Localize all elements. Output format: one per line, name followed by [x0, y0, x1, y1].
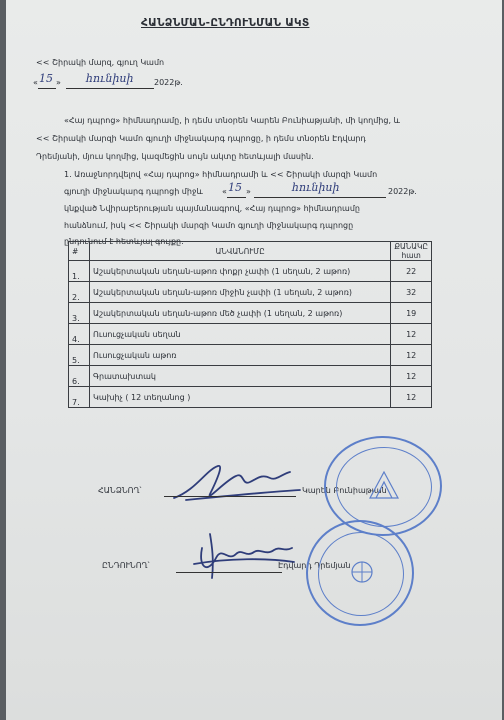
row-name: Աշակերտական սեղան-աթոռ մեծ չափի (1 սեղան, 2 աթոռ): [90, 303, 391, 324]
row-num: 6.: [69, 366, 90, 387]
giver-signature: [166, 460, 306, 510]
clause-date-year: 2022թ.: [388, 187, 417, 196]
date-day: 15: [39, 72, 53, 85]
clause-month-underline: [254, 197, 386, 198]
clause-date-open-quote: «: [222, 187, 227, 196]
row-qty: 19: [391, 303, 432, 324]
items-table: [68, 241, 432, 408]
row-qty: 22: [391, 261, 432, 282]
giver-name: Կարեն Բունիաթյան: [302, 486, 387, 495]
receiver-sign-line: [176, 572, 282, 573]
header-name: ԱՆՎԱՆՈՒՄԸ: [90, 242, 391, 261]
row-qty: 12: [391, 345, 432, 366]
clause-date-day: 15: [228, 181, 242, 194]
row-name: Աշակերտական սեղան-աթոռ միջին չափի (1 սեղան, 2 աթոռ): [90, 282, 391, 303]
header-qty: [391, 242, 432, 261]
giver-sign-line: [164, 496, 296, 497]
header-qty-unit: հատ: [401, 251, 421, 260]
row-name: Ուսուցչական աթոռ: [90, 345, 391, 366]
intro-line-2: << Շիրակի մարզի Կամո գյուղի միջնակարգ դպրոցը, ի դեմս տնօրեն Էդվարդ: [36, 134, 366, 143]
receiver-name: Էդվարդ Դրեմյան: [278, 561, 351, 570]
giver-stamp: [324, 436, 442, 536]
clause-line-2-prefix: գյուղի միջնակարգ դպրոցի միջև: [64, 187, 203, 196]
intro-line-1: «Հայ դպրոց» հիմնադրամը, ի դեմս տնօրեն Կարեն Բունիաթյանի, մի կողմից, և: [64, 116, 401, 125]
giver-stamp-emblem: [366, 468, 402, 504]
table-row: [69, 261, 432, 282]
clause-line-5: ընդունում է հետևյալ գույքը.: [64, 237, 184, 246]
receiver-signature: [188, 528, 298, 584]
table-row: [69, 345, 432, 366]
clause-date-close-quote: »: [246, 187, 251, 196]
date-month-underline: [66, 88, 154, 89]
row-qty: 12: [391, 387, 432, 408]
date-close-quote: »: [56, 78, 61, 87]
table-row: [69, 282, 432, 303]
intro-line-3: Դրեմյանի, մյուս կողմից, կազմեցին սույն ակտը հետևյալի մասին.: [36, 152, 314, 161]
row-num: 1.: [69, 261, 90, 282]
row-num: 5.: [69, 345, 90, 366]
row-num: 3.: [69, 303, 90, 324]
receiver-stamp: [306, 520, 414, 626]
clause-line-1: 1. Առաջնորդվելով «Հայ դպրոց» հիմնադրամի և << Շիրակի մարզի Կամո: [64, 170, 378, 179]
clause-date-month: հունիսի: [292, 181, 340, 194]
clause-line-4: հանձնում, իսկ << Շիրակի մարզի Կամո գյուղի միջնակարգ դպրոցը: [64, 221, 354, 230]
row-name: Ուսուցչական սեղան: [90, 324, 391, 345]
header-num: #: [69, 242, 90, 261]
table-row: [69, 366, 432, 387]
receiver-label: ԸՆԴՈՒՆՈՂ՝: [102, 561, 150, 570]
row-name: Կախիչ ( 12 տեղանոց ): [90, 387, 391, 408]
row-name: Գրատախտակ: [90, 366, 391, 387]
date-year: 2022թ.: [154, 78, 183, 87]
row-qty: 12: [391, 324, 432, 345]
date-open-quote: «: [33, 78, 38, 87]
header-qty-label: ՔԱՆԱԿԸ: [394, 242, 428, 251]
date-day-underline: [38, 88, 56, 89]
row-qty: 32: [391, 282, 432, 303]
place-line: << Շիրակի մարզ, գյուղ Կամո: [36, 58, 165, 67]
clause-day-underline: [227, 197, 246, 198]
row-qty: 12: [391, 366, 432, 387]
table-row: [69, 303, 432, 324]
table-row: [69, 387, 432, 408]
table-row: [69, 324, 432, 345]
row-num: 2.: [69, 282, 90, 303]
giver-label: ՀԱՆՁՆՈՂ՝: [98, 486, 142, 495]
row-name: Աշակերտական սեղան-աթոռ փոքր չափի (1 սեղան, 2 աթոռ): [90, 261, 391, 282]
row-num: 7.: [69, 387, 90, 408]
document-page: [6, 0, 502, 720]
receiver-stamp-emblem: [344, 554, 380, 590]
document-title: ՀԱՆՁՆՄԱՆ-ԸՆԴՈՒՆՄԱՆ ԱԿՏ: [141, 17, 310, 29]
table-header-row: [69, 242, 432, 261]
date-month: հունիսի: [86, 72, 134, 85]
clause-line-3: կնքված Նվիրաբերության պայմանագրով, «Հայ դպրոց» հիմնադրամը: [64, 204, 360, 213]
row-num: 4.: [69, 324, 90, 345]
